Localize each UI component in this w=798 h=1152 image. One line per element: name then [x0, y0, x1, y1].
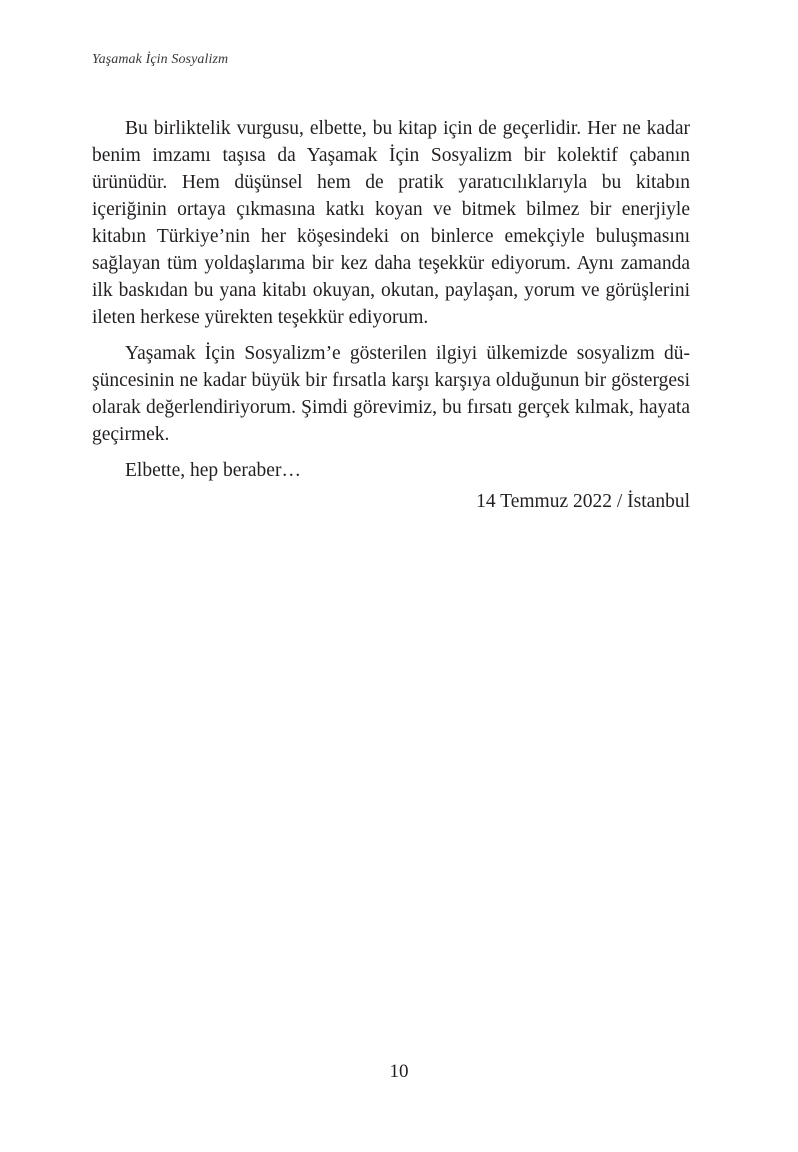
paragraph-1: Bu birliktelik vurgusu, elbette, bu kitap için de geçerlidir. Her ne kadar benim imzamı taşısa da Yaşamak İçin Sosyalizm bir kolektif çabanın ürünüdür. Hem düşünsel hem de pratik yaratıcılıklarıyla bu kitabın içeriğinin ortaya çıkmasına katkı koyan ve bitmek bilmez bir enerjiyle kitabın Türkiye’nin her köşesindeki on binlerce emekçiyle buluşmasını sağlayan tüm yoldaşlarıma bir kez daha teşekkür ediyorum. Aynı zamanda ilk baskıdan bu yana kitabı okuyan, okutan, paylaşan, yorum ve görüşlerini ileten herkese yürekten teşekkür ediyorum.: [92, 118, 690, 328]
running-header-title: Yaşamak İçin Sosyalizm: [92, 52, 229, 67]
paragraph-2: Yaşamak İçin Sosyalizm’e gösterilen ilgiyi ülkemizde sosyalizm düşüncesinin ne kadar büyük bir fırsatla karşı karşıya olduğunun bir göstergesi olarak değerlendiriyorum. Şimdi görevimiz, bu fırsatı gerçek kılmak, hayata geçirmek.: [92, 343, 690, 445]
page-number: 10: [389, 1061, 409, 1082]
closing-line: Elbette, hep beraber…: [125, 460, 301, 481]
body-text: [92, 115, 690, 515]
date-place: 14 Temmuz 2022 / İstanbul: [476, 491, 690, 512]
